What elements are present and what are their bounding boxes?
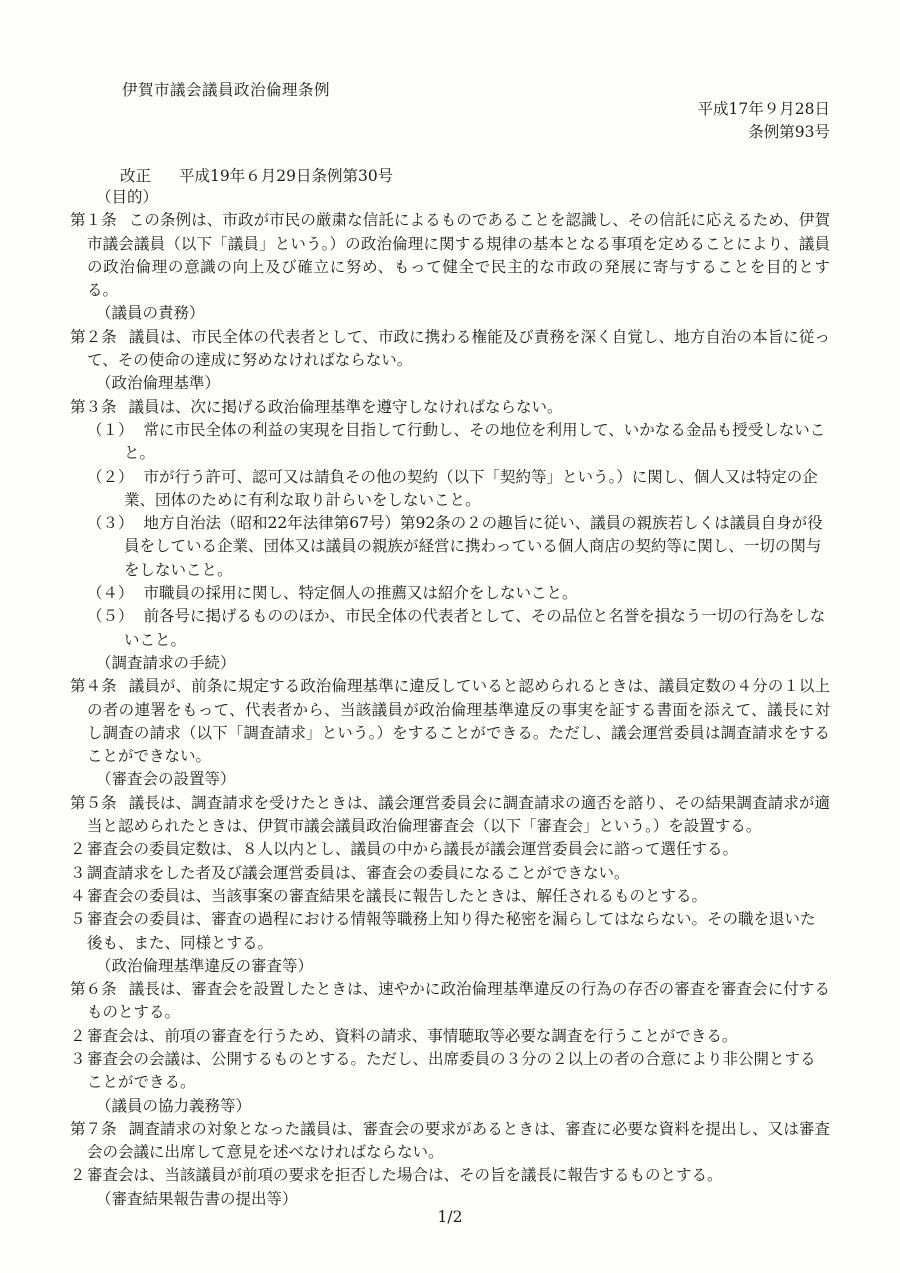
list-item <box>87 582 830 605</box>
article-number: 第２条 <box>70 327 117 346</box>
article <box>70 792 830 839</box>
article-text: 議長は、審査会を設置したときは、速やかに政治倫理基準違反の行為の存否の審査を審査会に付するものとする。 <box>87 980 830 1022</box>
amendment-label: 改正 <box>120 167 152 185</box>
article <box>70 978 830 1025</box>
item-text: 常に市民全体の利益の実現を目指して行動し、その地位を利用して、いかなる金品も授受しないこと。 <box>124 420 826 463</box>
article-number: 第４条 <box>70 677 117 696</box>
item-text: 市職員の採用に関し、特定個人の推薦又は紹介をしないこと。 <box>143 584 578 603</box>
section-heading: （審査会の設置等） <box>96 770 236 789</box>
section-heading: （審査結果報告書の提出等） <box>96 1189 298 1208</box>
paragraph-text: 審査会の委員は、審査の過程における情報等職務上知り得た秘密を漏らしてはならない。その職を退いた後も、また、同様とする。 <box>87 910 816 952</box>
list-item <box>87 419 830 466</box>
section-heading: （調査請求の手続） <box>96 653 236 672</box>
item-number: （２） <box>87 467 134 486</box>
item-number: （１） <box>87 420 134 439</box>
document-title: 伊賀市議会議員政治倫理条例 <box>122 81 331 99</box>
article-text: この条例は、市政が市民の厳粛な信託によるものであることを認識し、その信託に応えるため、伊賀市議会議員（以下「議員」という。）の政治倫理に関する規律の基本となる事項を定めることにより、議員の政治倫理の意識の向上及び確立に努め、もって健全で民主的な市政の発展に寄与することを目的とする。 <box>87 211 830 300</box>
article <box>70 396 830 419</box>
paragraph-text: 審査会は、当該議員が前項の要求を拒否した場合は、その旨を議長に報告するものとする。 <box>87 1166 723 1185</box>
article <box>70 326 830 373</box>
paragraph-text: 審査会の委員定数は、８人以内とし、議員の中から議長が議会運営委員会に諮って選任する。 <box>87 840 739 859</box>
paragraph-number: ３ <box>70 863 86 882</box>
article <box>70 209 830 302</box>
paragraph <box>70 1025 830 1048</box>
article-text: 議員は、次に掲げる政治倫理基準を遵守しなければならない。 <box>128 397 563 416</box>
paragraph-number: ２ <box>70 840 86 859</box>
item-text: 前各号に掲げるもののほか、市民全体の代表者として、その品位と名誉を損なう一切の行為をしないこと。 <box>124 607 826 649</box>
amendment-text: 平成19年６月29日条例第30号 <box>179 167 394 185</box>
list-item <box>87 512 830 582</box>
enactment-info <box>698 98 830 144</box>
paragraph-number: ４ <box>70 886 86 905</box>
paragraph <box>70 908 830 955</box>
paragraph <box>70 838 830 861</box>
ordinance-number: 条例第93号 <box>748 123 830 141</box>
paragraph-number: ５ <box>70 910 86 929</box>
article-text: 議長は、調査請求を受けたときは、議会運営委員会に調査請求の適否を諮り、その結果調査請求が適当と認められたときは、伊賀市議会議員政治倫理審査会（以下「審査会」という。）を設置する。 <box>87 793 830 836</box>
list-item <box>87 605 830 652</box>
document-body <box>70 186 830 1211</box>
item-text: 市が行う許可、認可又は請負その他の契約（以下「契約等」という。）に関し、個人又は特定の企業、団体のために有利な取り計らいをしないこと。 <box>124 467 818 509</box>
paragraph <box>70 862 830 885</box>
article-text: 調査請求の対象となった議員は、審査会の要求があるときは、審査に必要な資料を提出し、又は審査会の会議に出席して意見を述べなければならない。 <box>87 1119 830 1162</box>
article <box>70 1118 830 1165</box>
section-heading: （目的） <box>96 188 159 206</box>
item-number: （５） <box>87 607 134 626</box>
list-item <box>87 466 830 513</box>
paragraph-number: ２ <box>70 1166 86 1185</box>
article-number: 第１条 <box>70 211 117 230</box>
item-text: 地方自治法（昭和22年法律第67号）第92条の２の趣旨に従い、議員の親族若しくは議員自身が役員をしている企業、団体又は議員の親族が経営に携わっている個人商店の契約等に関し、一切の関与をしないこと。 <box>124 514 823 579</box>
item-number: （３） <box>87 514 134 533</box>
section-heading: （議員の協力義務等） <box>96 1096 252 1115</box>
article-number: 第６条 <box>70 980 117 999</box>
enactment-date: 平成17年９月28日 <box>697 100 830 118</box>
paragraph-text: 調査請求をした者及び議会運営委員は、審査会の委員になることができない。 <box>87 863 630 882</box>
article-number: 第５条 <box>70 793 117 812</box>
paragraph-text: 審査会の委員は、当該事案の審査結果を議長に報告したときは、解任されるものとする。 <box>87 886 708 905</box>
paragraph-text: 審査会の会議は、公開するものとする。ただし、出席委員の３分の２以上の者の合意により非公開とすることができる。 <box>87 1049 816 1092</box>
section-heading: （政治倫理基準） <box>96 374 221 393</box>
article-number: 第３条 <box>70 397 117 416</box>
article-number: 第７条 <box>70 1119 117 1138</box>
article <box>70 675 830 768</box>
paragraph <box>70 1048 830 1095</box>
paragraph-number: ２ <box>70 1026 86 1045</box>
article-text: 議員が、前条に規定する政治倫理基準に違反していると認められるときは、議員定数の４分の１以上の者の連署をもって、代表者から、当該議員が政治倫理基準違反の事実を証する書面を添えて、議長に対し調査の請求（以下「調査請求」という。）をすることができる。ただし、議会運営委員は調査請求をすることができない。 <box>87 677 830 766</box>
article-text: 議員は、市民全体の代表者として、市政に携わる権能及び責務を深く自覚し、地方自治の本旨に従って、その使命の達成に努めなければならない。 <box>87 327 830 370</box>
paragraph <box>70 1164 830 1187</box>
paragraph-text: 審査会は、前項の審査を行うため、資料の請求、事情聴取等必要な調査を行うことができる。 <box>87 1026 738 1045</box>
paragraph <box>70 885 830 908</box>
item-number: （４） <box>87 584 134 603</box>
page-number: 1/2 <box>437 1208 463 1226</box>
section-heading: （議員の責務） <box>96 304 205 323</box>
section-heading: （政治倫理基準違反の審査等） <box>96 956 314 975</box>
paragraph-number: ３ <box>70 1049 86 1068</box>
amendment-line <box>120 164 393 186</box>
